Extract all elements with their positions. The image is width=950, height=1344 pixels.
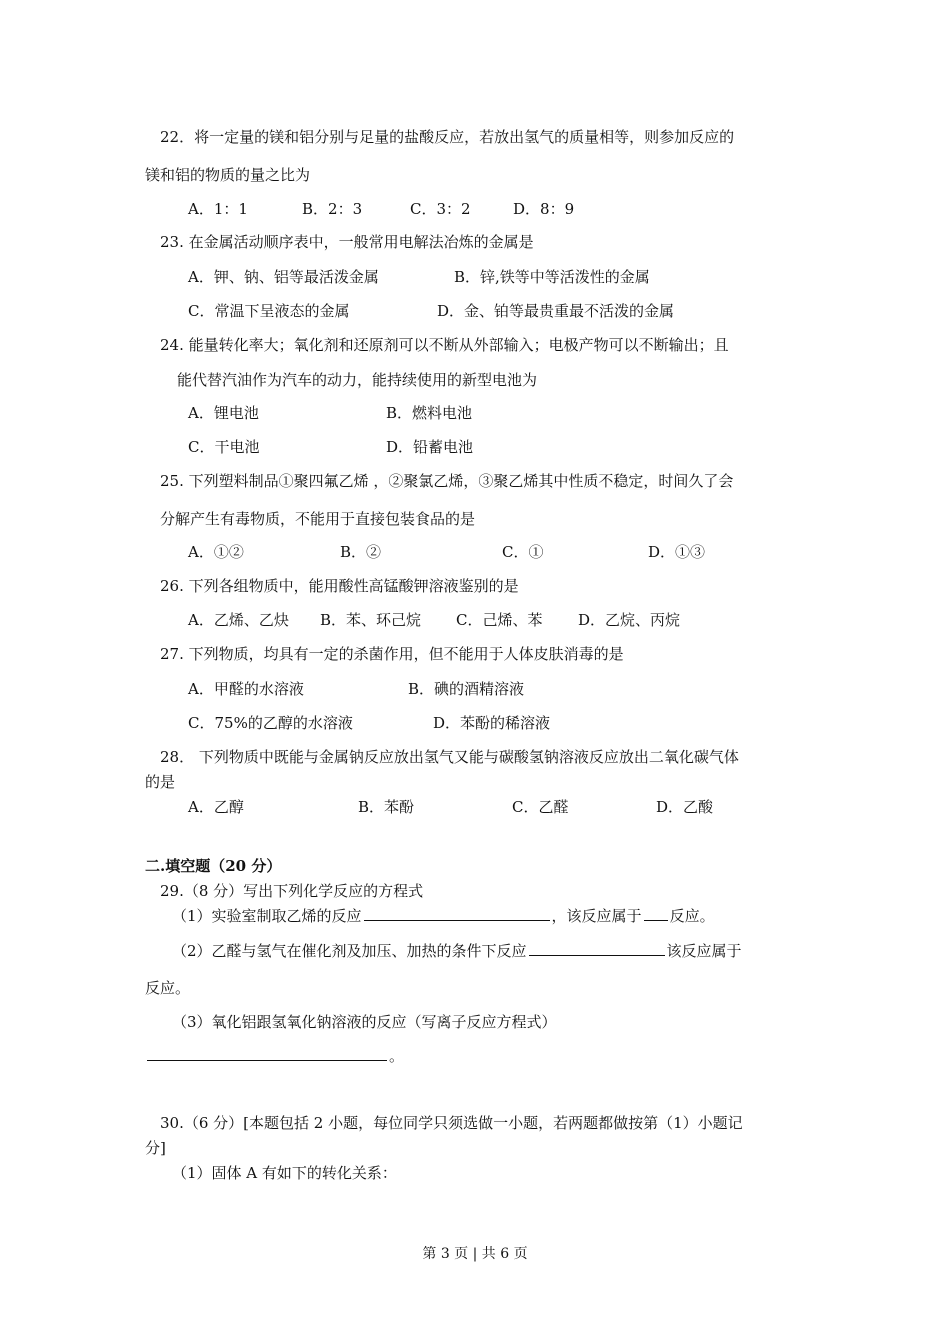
q26-option-c: C．己烯、苯	[456, 611, 543, 629]
q23-option-a: A．钾、钠、铝等最活泼金属	[188, 268, 379, 286]
q29-blank-1[interactable]	[364, 906, 550, 921]
page-footer: 第 3 页 | 共 6 页	[422, 1246, 528, 1262]
q29-part1	[172, 906, 715, 925]
q24-option-c: C．干电池	[188, 438, 260, 456]
q22-line2: 镁和铝的物质的量之比为	[145, 166, 311, 184]
q26-option-a: A．乙烯、乙炔	[188, 611, 289, 629]
q24-line1: 24. 能量转化率大；氧化剂和还原剂可以不断从外部输入；电极产物可以不断输出；且	[160, 336, 729, 354]
q22-line1: 22．将一定量的镁和铝分别与足量的盐酸反应，若放出氢气的质量相等，则参加反应的	[160, 128, 735, 146]
q30-line2: 分]	[145, 1139, 166, 1157]
q23-option-d: D．金、铂等最贵重最不活泼的金属	[437, 302, 675, 320]
q25-option-d: D．①③	[648, 543, 706, 561]
q29-part1-mid: ，该反应属于	[551, 907, 642, 925]
q28-option-b: B．苯酚	[358, 798, 415, 816]
q23-line1: 23. 在金属活动顺序表中，一般常用电解法冶炼的金属是	[160, 233, 534, 251]
q26-option-d: D．乙烷、丙烷	[578, 611, 681, 629]
q28-option-c: C．乙醛	[512, 798, 569, 816]
q29-part1-text: （1）实验室制取乙烯的反应	[172, 907, 362, 925]
q29-part3-end: 。	[389, 1047, 405, 1065]
q29-blank-2[interactable]	[644, 906, 668, 921]
q25-option-b: B．②	[340, 543, 382, 561]
q29-part1-end: 反应。	[669, 907, 715, 925]
q29-blank-4[interactable]	[147, 1046, 387, 1061]
q25-option-c: C．①	[502, 543, 544, 561]
q28-line2: 的是	[145, 773, 176, 791]
q25-option-a: A．①②	[188, 543, 244, 561]
q24-option-a: A．锂电池	[188, 404, 259, 422]
q27-line1: 27. 下列物质，均具有一定的杀菌作用，但不能用于人体皮肤消毒的是	[160, 645, 624, 663]
q29-part3-answer	[145, 1046, 404, 1065]
q22-option-b: B．2：3	[302, 200, 363, 218]
q29-part3: （3）氧化铝跟氢氧化钠溶液的反应（写离子反应方程式）	[172, 1013, 557, 1031]
q27-option-c: C．75%的乙醇的水溶液	[188, 714, 353, 732]
q28-option-a: A．乙醇	[188, 798, 244, 816]
q25-line1: 25. 下列塑料制品①聚四氟乙烯 ，②聚氯乙烯，③聚乙烯其中性质不稳定，时间久了会	[160, 472, 734, 490]
q23-option-c: C．常温下呈液态的金属	[188, 302, 350, 320]
q30-part1: （1）固体 A 有如下的转化关系：	[172, 1164, 397, 1182]
q30-line1: 30.（6 分）[本题包括 2 小题，每位同学只须选做一小题，若两题都做按第（1）小题记	[160, 1114, 743, 1132]
section-title: 二.填空题（20 分）	[145, 857, 282, 875]
q29-part2-mid: 该反应属于	[666, 942, 742, 960]
q24-option-d: D．铅蓄电池	[386, 438, 474, 456]
q22-option-a: A．1：1	[188, 200, 248, 218]
q25-line2: 分解产生有毒物质，不能用于直接包装食品的是	[160, 510, 476, 528]
q22-option-d: D．8：9	[513, 200, 575, 218]
q26-line1: 26. 下列各组物质中，能用酸性高锰酸钾溶液鉴别的是	[160, 577, 519, 595]
q24-line2: 能代替汽油作为汽车的动力，能持续使用的新型电池为	[177, 371, 538, 389]
q22-option-c: C．3：2	[410, 200, 471, 218]
q23-option-b: B．锌,铁等中等活泼性的金属	[454, 268, 650, 286]
q28-option-d: D．乙酸	[656, 798, 714, 816]
q29-part2	[172, 941, 742, 960]
q29-blank-3[interactable]	[529, 941, 665, 956]
q28-line1: 28． 下列物质中既能与金属钠反应放出氢气又能与碳酸氢钠溶液反应放出二氧化碳气体	[160, 748, 739, 766]
q29-line1: 29.（8 分）写出下列化学反应的方程式	[160, 882, 424, 900]
q29-part2-text: （2）乙醛与氢气在催化剂及加压、加热的条件下反应	[172, 942, 527, 960]
q27-option-b: B．碘的酒精溶液	[408, 680, 525, 698]
q26-option-b: B．苯、环己烷	[320, 611, 422, 629]
q29-part2-end: 反应。	[145, 979, 191, 997]
q24-option-b: B．燃料电池	[386, 404, 473, 422]
q27-option-a: A．甲醛的水溶液	[188, 680, 304, 698]
q27-option-d: D．苯酚的稀溶液	[433, 714, 551, 732]
